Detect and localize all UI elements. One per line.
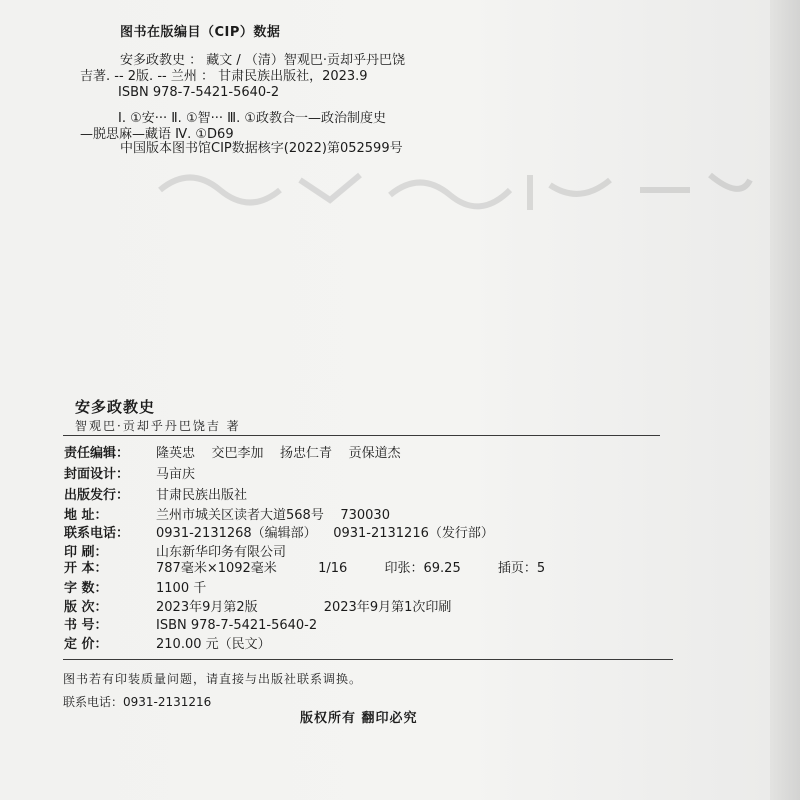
quality-notice: 图书若有印装质量问题，请直接与出版社联系调换。: [63, 672, 363, 686]
bleed-through-tibetan-script: [150, 160, 760, 220]
book-author: 智观巴·贡却乎丹巴饶吉 著: [75, 419, 241, 433]
detail-label: 印 刷：: [64, 545, 108, 560]
divider-bottom: [63, 659, 673, 660]
detail-label: 地 址：: [64, 508, 108, 523]
cip-line-4: Ⅰ. ①安··· Ⅱ. ①智··· Ⅲ. ①政教合一—政治制度史: [118, 111, 387, 126]
cip-line-3: ISBN 978-7-5421-5640-2: [118, 85, 280, 100]
detail-label: 书 号：: [64, 618, 108, 633]
detail-label: 开 本：: [64, 561, 108, 576]
contact-phone: 联系电话：0931-2131216: [63, 695, 212, 709]
detail-value: 0931-2131268（编辑部） 0931-2131216（发行部）: [156, 526, 494, 541]
detail-value: 山东新华印务有限公司: [156, 545, 287, 560]
book-title: 安多政教史: [75, 398, 156, 416]
detail-value: 210.00 元（民文）: [156, 637, 271, 652]
detail-value: 2023年9月第2版 2023年9月第1次印刷: [156, 600, 452, 615]
detail-label: 定 价：: [64, 637, 108, 652]
cip-heading: 图书在版编目（CIP）数据: [120, 25, 281, 40]
detail-label: 版 次：: [64, 600, 108, 615]
page-edge-shadow: [770, 0, 800, 800]
detail-value: 1100 千: [156, 581, 207, 596]
detail-value: 隆英忠 交巴李加 扬忠仁青 贡保道杰: [156, 446, 401, 461]
detail-label: 联系电话：: [64, 526, 130, 541]
cip-line-1: 安多政教史 ： 藏文 / （清）智观巴·贡却乎丹巴饶: [120, 53, 406, 68]
detail-value: 马亩庆: [156, 467, 196, 482]
cip-line-5: —脱思麻—藏语 Ⅳ. ①D69: [80, 127, 234, 142]
detail-label: 封面设计：: [64, 467, 130, 482]
detail-label: 字 数：: [64, 581, 108, 596]
detail-value: 787毫米×1092毫米 1/16 印张：69.25 插页：5: [156, 561, 546, 576]
detail-label: 出版发行：: [64, 488, 130, 503]
divider-top: [63, 435, 660, 436]
cip-line-2: 吉著. -- 2版. -- 兰州 ： 甘肃民族出版社，2023.9: [80, 69, 368, 84]
cip-line-6: 中国版本图书馆CIP数据核字(2022)第052599号: [120, 141, 403, 156]
detail-label: 责任编辑：: [64, 446, 130, 461]
detail-value: 兰州市城关区读者大道568号 730030: [156, 508, 390, 523]
detail-value: 甘肃民族出版社: [156, 488, 248, 503]
detail-value: ISBN 978-7-5421-5640-2: [156, 618, 318, 633]
copyright-notice: 版权所有 翻印必究: [300, 711, 418, 726]
